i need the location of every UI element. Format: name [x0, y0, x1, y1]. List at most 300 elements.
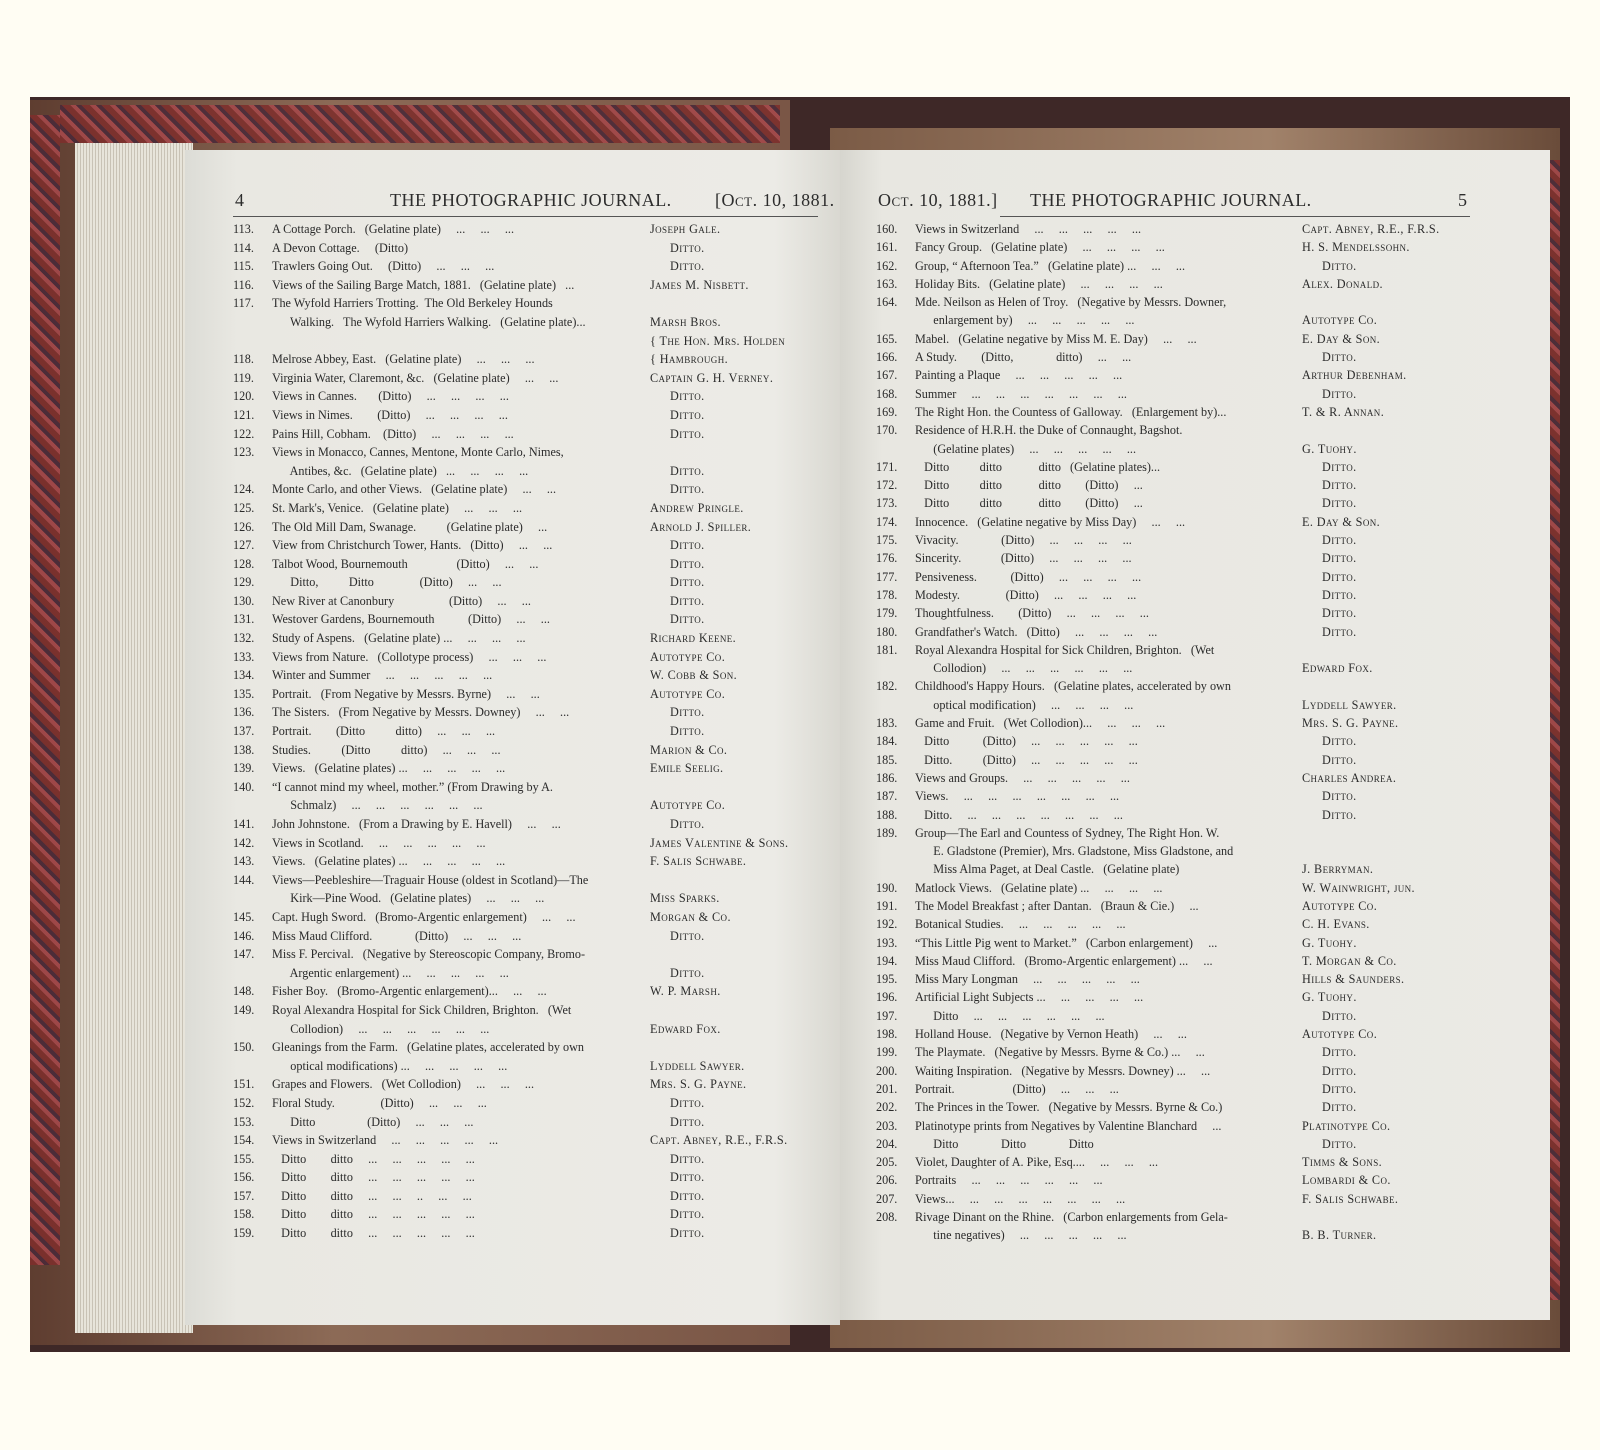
entry-title: Miss Maud Clifford. (Bromo-Argentic enlargement) ... ...	[915, 953, 1213, 968]
entry-title: Kirk—Pine Wood. (Gelatine plates) ... ... ...	[272, 891, 545, 906]
entry-title: Views. (Gelatine plates) ... ... ... ... ...	[272, 854, 506, 869]
catalogue-entry	[233, 1205, 833, 1224]
entry-title: Studies. (Ditto ditto) ... ... ...	[272, 742, 501, 757]
entry-exhibitor: W. Wainwright, jun.	[1302, 880, 1415, 895]
entry-title: A Cottage Porch. (Gelatine plate) ... ... ...	[272, 222, 515, 236]
catalogue-entry	[233, 294, 833, 313]
entry-title: Winter and Summer ... ... ... ... ...	[272, 668, 493, 683]
entry-exhibitor: Autotype Co.	[1302, 898, 1378, 913]
catalogue-entry	[876, 806, 1536, 824]
entry-number: 181.	[876, 642, 898, 657]
entry-title: Grapes and Flowers. (Wet Collodion) ... ... ...	[272, 1077, 535, 1092]
entry-exhibitor: E. Day & Son.	[1302, 331, 1381, 346]
catalogue-entry	[876, 1080, 1536, 1098]
entry-exhibitor: F. Salis Schwabe.	[1302, 1191, 1399, 1206]
catalogue-entry	[233, 536, 833, 555]
catalogue-entry	[233, 610, 833, 629]
entry-title: Ditto (Ditto) ... ... ... ... ...	[915, 734, 1138, 749]
catalogue-entry	[233, 982, 833, 1001]
page-date: [Oct. 10, 1881.	[715, 190, 835, 210]
catalogue-entry	[233, 499, 833, 518]
entry-exhibitor: Ditto.	[1322, 1063, 1357, 1078]
entry-title: A Devon Cottage. (Ditto)	[272, 240, 409, 255]
right-page	[840, 150, 1550, 1320]
entry-number: 121.	[233, 407, 255, 422]
entry-number: 154.	[233, 1133, 255, 1148]
entry-exhibitor: Ditto.	[670, 705, 705, 720]
entry-exhibitor: Ditto.	[1322, 624, 1357, 639]
entry-exhibitor: Ditto.	[1322, 1081, 1357, 1096]
entry-title: Mabel. (Gelatine negative by Miss M. E. Day) ... ...	[915, 331, 1197, 346]
entry-number: 184.	[876, 734, 898, 749]
catalogue-entry	[876, 751, 1536, 769]
entry-title: New River at Canonbury (Ditto) ... ...	[272, 593, 531, 608]
entry-title: Ditto ... ... ... ... ... ...	[915, 1008, 1105, 1023]
entry-number: 132.	[233, 631, 255, 646]
entry-exhibitor: Ditto.	[1322, 789, 1357, 804]
catalogue-entry	[876, 385, 1536, 403]
catalogue-entry	[876, 549, 1536, 567]
entry-number: 179.	[876, 606, 898, 621]
entry-exhibitor: G. Tuohy.	[1302, 990, 1357, 1005]
entry-number: 192.	[876, 917, 898, 932]
catalogue-entry	[876, 988, 1536, 1006]
entry-exhibitor: Ditto.	[670, 463, 705, 478]
entry-title: Holiday Bits. (Gelatine plate) ... ... ... ...	[915, 276, 1163, 291]
entry-title: Rivage Dinant on the Rhine. (Carbon enlargements from Gela-	[915, 1210, 1228, 1225]
entry-number: 137.	[233, 724, 255, 739]
catalogue-entry	[876, 458, 1536, 476]
entry-title: Ditto (Ditto) ... ... ...	[272, 1114, 474, 1129]
entry-exhibitor: Ditto.	[1322, 350, 1357, 365]
page-number: 5	[1458, 190, 1468, 210]
header-rule	[233, 216, 818, 217]
entry-number: 173.	[876, 496, 898, 511]
entry-exhibitor: Ditto.	[1322, 258, 1357, 273]
entry-number: 144.	[233, 872, 255, 887]
entry-number: 136.	[233, 705, 255, 720]
catalogue-entry	[233, 462, 833, 481]
catalogue-entry	[876, 623, 1536, 641]
catalogue-entry	[233, 276, 833, 295]
entry-number: 114.	[233, 240, 254, 255]
entry-title: Portrait. (Ditto ditto) ... ... ...	[272, 724, 496, 739]
entry-title: Ditto ditto ... ... ... ... ...	[272, 1170, 475, 1185]
catalogue-entry	[233, 239, 833, 258]
catalogue-entry	[876, 257, 1536, 275]
catalogue-entry	[876, 1171, 1536, 1189]
entry-number: 163.	[876, 276, 898, 291]
catalogue-entry	[876, 641, 1536, 659]
entry-number: 125.	[233, 500, 255, 515]
entry-title: Miss F. Percival. (Negative by Stereoscopic Company, Bromo-	[272, 947, 586, 962]
catalogue-entry	[233, 871, 833, 890]
entry-title: Gleanings from the Farm. (Gelatine plates, accelerated by own	[272, 1040, 585, 1055]
entry-title: Modesty. (Ditto) ... ... ... ...	[915, 587, 1137, 602]
entry-exhibitor: Ditto.	[1322, 459, 1357, 474]
entry-exhibitor: Ditto.	[670, 407, 705, 422]
entry-title: A Study. (Ditto, ditto) ... ...	[915, 350, 1132, 365]
entry-number: 203.	[876, 1118, 898, 1133]
entry-exhibitor: Ditto.	[1322, 386, 1357, 401]
entry-exhibitor: Hills & Saunders.	[1302, 972, 1405, 987]
entry-number: 190.	[876, 880, 898, 895]
entry-title: Ditto Ditto Ditto	[915, 1136, 1094, 1151]
entry-exhibitor: Ditto.	[670, 817, 705, 831]
catalogue-entry	[876, 531, 1536, 549]
catalogue-entry	[233, 722, 833, 741]
entry-exhibitor: Ditto.	[1322, 496, 1357, 511]
entry-number: 131.	[233, 612, 255, 627]
entry-number: 177.	[876, 569, 898, 584]
catalogue-entry	[876, 677, 1536, 695]
entry-list	[233, 220, 833, 1243]
entry-title: Ditto ditto ... ... ... ... ...	[272, 1226, 475, 1241]
entry-title: Pains Hill, Cobham. (Ditto) ... ... ... ...	[272, 426, 514, 441]
entry-title: The Old Mill Dam, Swanage. (Gelatine plate) ...	[272, 519, 548, 534]
entry-title: Ditto ditto ditto (Gelatine plates)...	[915, 459, 1161, 474]
entry-title: Royal Alexandra Hospital for Sick Children, Brighton. (Wet	[915, 642, 1215, 657]
entry-title: Schmalz) ... ... ... ... ... ...	[272, 798, 483, 813]
entry-number: 139.	[233, 761, 255, 776]
entry-title: Views in Scotland. ... ... ... ... ...	[272, 835, 486, 850]
entry-number: 118.	[233, 352, 254, 367]
catalogue-entry	[233, 1038, 833, 1057]
entry-title: Artificial Light Subjects ... ... ... ... ...	[915, 990, 1144, 1005]
entry-number: 180.	[876, 624, 898, 639]
catalogue-entry	[876, 311, 1536, 329]
catalogue-entry	[876, 1007, 1536, 1025]
marbled-top-edge	[60, 105, 780, 143]
catalogue-entry	[876, 915, 1536, 933]
entry-title: “I cannot mind my wheel, mother.” (From Drawing by A.	[272, 779, 553, 794]
entry-title: “This Little Pig went to Market.” (Carbon enlargement) ...	[915, 935, 1218, 950]
entry-title: Miss Mary Longman ... ... ... ... ...	[915, 972, 1140, 987]
entry-title: E. Gladstone (Premier), Mrs. Gladstone, Miss Gladstone, and	[915, 844, 1234, 859]
catalogue-entry	[233, 518, 833, 537]
entry-exhibitor: { Hambrough.	[650, 352, 729, 367]
entry-exhibitor: Lombardi & Co.	[1302, 1173, 1391, 1188]
entry-exhibitor: Andrew Pringle.	[650, 500, 744, 515]
entry-number: 161.	[876, 240, 898, 255]
catalogue-entry	[233, 1131, 833, 1150]
entry-exhibitor: C. H. Evans.	[1302, 917, 1370, 932]
entry-title: Views and Groups. ... ... ... ... ...	[915, 770, 1130, 785]
entry-exhibitor: Ditto.	[670, 575, 705, 590]
catalogue-entry	[876, 1135, 1536, 1153]
entry-title: Floral Study. (Ditto) ... ... ...	[272, 1095, 487, 1110]
entry-title: Walking. The Wyfold Harriers Walking. (Gelatine plate)...	[272, 314, 586, 329]
entry-exhibitor: Ditto.	[670, 538, 705, 553]
entry-exhibitor: Ditto.	[1322, 533, 1357, 548]
entry-number: 207.	[876, 1191, 898, 1206]
catalogue-entry	[876, 659, 1536, 677]
entry-title: Ditto ditto ... ... ... ... ...	[272, 1151, 475, 1166]
entry-exhibitor: Ditto.	[670, 482, 705, 497]
entry-title: Botanical Studies. ... ... ... ... ...	[915, 917, 1126, 932]
entry-title: Views in Switzerland ... ... ... ... ...	[272, 1133, 499, 1148]
entry-number: 129.	[233, 575, 255, 590]
entry-number: 182.	[876, 679, 898, 694]
entry-title: Group—The Earl and Countess of Sydney, The Right Hon. W.	[915, 825, 1220, 840]
catalogue-entry	[876, 440, 1536, 458]
catalogue-entry	[876, 348, 1536, 366]
entry-title: Views. (Gelatine plates) ... ... ... ... ...	[272, 761, 506, 776]
entry-number: 162.	[876, 258, 898, 273]
entry-exhibitor: { The Hon. Mrs. Holden	[650, 333, 786, 348]
entry-exhibitor: Ditto.	[1322, 569, 1357, 584]
entry-title: Views in Monacco, Cannes, Mentone, Monte Carlo, Nimes,	[272, 445, 564, 460]
entry-exhibitor: Mrs. S. G. Payne.	[1302, 716, 1399, 731]
catalogue-entry	[876, 366, 1536, 384]
entry-title: Collodion) ... ... ... ... ... ...	[915, 661, 1133, 676]
entry-title: Melrose Abbey, East. (Gelatine plate) ... ... ...	[272, 352, 535, 367]
catalogue-entry	[876, 513, 1536, 531]
entry-exhibitor: F. Salis Schwabe.	[650, 854, 747, 869]
entry-exhibitor: W. P. Marsh.	[650, 984, 721, 999]
entry-title: Ditto. ... ... ... ... ... ... ...	[915, 807, 1123, 822]
catalogue-entry	[233, 648, 833, 667]
entry-title: Miss Alma Paget, at Deal Castle. (Gelatine plate)	[915, 862, 1180, 877]
entry-number: 175.	[876, 533, 898, 548]
running-title: THE PHOTOGRAPHIC JOURNAL.	[1030, 190, 1312, 210]
entry-title: Portraits ... ... ... ... ... ...	[915, 1173, 1103, 1188]
entry-exhibitor: T. & R. Annan.	[1302, 404, 1385, 419]
entry-title: The Playmate. (Negative by Messrs. Byrne & Co.) ... ...	[915, 1045, 1205, 1060]
entry-number: 116.	[233, 277, 254, 292]
catalogue-entry	[876, 769, 1536, 787]
entry-number: 174.	[876, 514, 898, 529]
entry-number: 160.	[876, 222, 898, 236]
entry-title: Views. ... ... ... ... ... ... ...	[915, 789, 1120, 804]
entry-number: 183.	[876, 716, 898, 731]
entry-number: 204.	[876, 1136, 898, 1151]
entry-title: Thoughtfulness. (Ditto) ... ... ... ...	[915, 606, 1149, 621]
entry-number: 176.	[876, 551, 898, 566]
entry-exhibitor: Ditto.	[670, 1188, 705, 1203]
entry-number: 150.	[233, 1040, 255, 1055]
entry-title: enlargement by) ... ... ... ... ...	[915, 313, 1135, 328]
entry-exhibitor: Ditto.	[1322, 807, 1357, 822]
entry-title: optical modifications) ... ... ... ... ...	[272, 1058, 508, 1073]
entry-title: Virginia Water, Claremont, &c. (Gelatine plate) ... ...	[272, 370, 559, 385]
marbled-endpaper-left	[30, 115, 60, 1265]
entry-exhibitor: Autotype Co.	[650, 649, 726, 664]
entry-number: 200.	[876, 1063, 898, 1078]
entry-exhibitor: Ditto.	[670, 965, 705, 980]
entry-number: 115.	[233, 259, 254, 274]
entry-number: 148.	[233, 984, 255, 999]
catalogue-entry	[876, 897, 1536, 915]
catalogue-entry	[876, 879, 1536, 897]
entry-number: 156.	[233, 1170, 255, 1185]
catalogue-entry	[233, 332, 833, 351]
catalogue-entry	[876, 238, 1536, 256]
entry-title: View from Christchurch Tower, Hants. (Ditto) ... ...	[272, 538, 553, 553]
entry-number: 159.	[233, 1226, 255, 1241]
catalogue-entry	[233, 945, 833, 964]
entry-exhibitor: J. Berryman.	[1302, 862, 1374, 877]
entry-exhibitor: T. Morgan & Co.	[1302, 953, 1397, 968]
entry-number: 113.	[233, 222, 254, 236]
catalogue-entry	[876, 1190, 1536, 1208]
entry-title: Westover Gardens, Bournemouth (Ditto) ... ...	[272, 612, 550, 627]
catalogue-entry	[233, 666, 833, 685]
entry-title: Monte Carlo, and other Views. (Gelatine plate) ... ...	[272, 482, 557, 497]
catalogue-entry	[233, 1094, 833, 1113]
catalogue-entry	[876, 330, 1536, 348]
entry-title: Violet, Daughter of A. Pike, Esq.... ... ... ...	[915, 1155, 1158, 1170]
entry-exhibitor: B. B. Turner.	[1302, 1228, 1377, 1243]
entry-exhibitor: Ditto.	[670, 1226, 705, 1241]
entry-exhibitor: Ditto.	[670, 593, 705, 608]
entry-title: Ditto ditto ... ... ... ... ...	[272, 1207, 475, 1222]
entry-number: 127.	[233, 538, 255, 553]
entry-number: 164.	[876, 295, 898, 310]
catalogue-entry	[233, 1020, 833, 1039]
entry-title: Views in Switzerland ... ... ... ... ...	[915, 222, 1142, 236]
entry-number: 168.	[876, 386, 898, 401]
catalogue-entry	[876, 568, 1536, 586]
catalogue-entry	[233, 908, 833, 927]
catalogue-entry	[233, 796, 833, 815]
entry-exhibitor: Ditto.	[1322, 752, 1357, 767]
entry-title: The Wyfold Harriers Trotting. The Old Berkeley Hounds	[272, 296, 553, 311]
catalogue-entry	[233, 759, 833, 778]
entry-title: tine negatives) ... ... ... ... ...	[915, 1228, 1127, 1243]
entry-list	[876, 220, 1536, 1245]
catalogue-entry	[233, 425, 833, 444]
entry-number: 188.	[876, 807, 898, 822]
entry-title: Group, “ Afternoon Tea.” (Gelatine plate) ... ... ...	[915, 258, 1186, 273]
catalogue-entry	[876, 1117, 1536, 1135]
entry-number: 169.	[876, 404, 898, 419]
entry-title: The Sisters. (From Negative by Messrs. Downey) ... ...	[272, 705, 570, 720]
catalogue-entry	[233, 629, 833, 648]
entry-number: 153.	[233, 1114, 255, 1129]
catalogue-entry	[876, 403, 1536, 421]
entry-exhibitor: Ditto.	[670, 1151, 705, 1166]
entry-title: Waiting Inspiration. (Negative by Messrs. Downey) ... ...	[915, 1063, 1211, 1078]
entry-title: Mde. Neilson as Helen of Troy. (Negative by Messrs. Downer,	[915, 295, 1227, 310]
catalogue-entry	[876, 293, 1536, 311]
entry-exhibitor: Ditto.	[1322, 587, 1357, 602]
left-page	[185, 150, 840, 1325]
entry-exhibitor: Ditto.	[670, 259, 705, 274]
entry-exhibitor: Ditto.	[670, 389, 705, 404]
entry-exhibitor: Ditto.	[1322, 551, 1357, 566]
entry-title: Ditto. (Ditto) ... ... ... ... ...	[915, 752, 1138, 767]
catalogue-entry	[233, 889, 833, 908]
entry-title: Antibes, &c. (Gelatine plate) ... ... ... ...	[272, 463, 529, 478]
entry-exhibitor: Morgan & Co.	[650, 909, 731, 924]
catalogue-entry	[233, 220, 833, 239]
entry-title: Study of Aspens. (Gelatine plate) ... ... ... ...	[272, 631, 526, 646]
entry-number: 133.	[233, 649, 255, 664]
header-rule	[1000, 216, 1470, 217]
entry-exhibitor: E. Day & Son.	[1302, 514, 1381, 529]
entry-exhibitor: W. Cobb & Son.	[650, 668, 738, 683]
entry-exhibitor: Miss Sparks.	[650, 891, 720, 906]
entry-title: Ditto ditto ditto (Ditto) ...	[915, 478, 1143, 493]
entry-number: 202.	[876, 1100, 898, 1115]
entry-number: 157.	[233, 1188, 255, 1203]
entry-number: 158.	[233, 1207, 255, 1222]
catalogue-entry	[233, 927, 833, 946]
catalogue-entry	[876, 787, 1536, 805]
catalogue-entry	[233, 480, 833, 499]
catalogue-entry	[876, 1226, 1536, 1244]
entry-number: 170.	[876, 423, 898, 438]
entry-title: Painting a Plaque ... ... ... ... ...	[915, 368, 1123, 383]
catalogue-entry	[876, 952, 1536, 970]
catalogue-entry	[233, 443, 833, 462]
entry-title: Views in Nimes. (Ditto) ... ... ... ...	[272, 407, 508, 422]
catalogue-entry	[233, 387, 833, 406]
entry-exhibitor: Ditto.	[1322, 606, 1357, 621]
entry-exhibitor: Charles Andrea.	[1302, 770, 1397, 785]
entry-exhibitor: Capt. Abney, R.E., F.R.S.	[650, 1133, 788, 1148]
catalogue-entry	[233, 815, 833, 834]
entry-title: Talbot Wood, Bournemouth (Ditto) ... ...	[272, 556, 539, 571]
entry-number: 142.	[233, 835, 255, 850]
entry-number: 193.	[876, 935, 898, 950]
entry-exhibitor: James Valentine & Sons.	[650, 835, 789, 850]
entry-title: Matlock Views. (Gelatine plate) ... ... ... ...	[915, 880, 1163, 895]
catalogue-entry	[876, 696, 1536, 714]
entry-title: Views in Cannes. (Ditto) ... ... ... ...	[272, 389, 509, 404]
entry-title: Collodion) ... ... ... ... ... ...	[272, 1021, 490, 1036]
page-date: Oct. 10, 1881.]	[878, 190, 998, 210]
entry-number: 123.	[233, 445, 255, 460]
entry-number: 124.	[233, 482, 255, 497]
entry-number: 205.	[876, 1155, 898, 1170]
catalogue-entry	[233, 1224, 833, 1243]
entry-number: 138.	[233, 742, 255, 757]
entry-title: Argentic enlargement) ... ... ... ... ...	[272, 965, 509, 980]
entry-exhibitor: Ditto.	[670, 240, 705, 255]
catalogue-entry	[876, 842, 1536, 860]
entry-number: 152.	[233, 1095, 255, 1110]
entry-number: 130.	[233, 593, 255, 608]
entry-title: Vivacity. (Ditto) ... ... ... ...	[915, 533, 1132, 548]
catalogue-entry	[876, 1043, 1536, 1061]
entry-exhibitor: Arnold J. Spiller.	[650, 519, 752, 534]
entry-exhibitor: Ditto.	[1322, 1136, 1357, 1151]
entry-exhibitor: Emile Seelig.	[650, 761, 724, 776]
entry-title: The Princes in the Tower. (Negative by Messrs. Byrne & Co.)	[915, 1100, 1223, 1115]
catalogue-entry	[233, 1168, 833, 1187]
entry-number: 189.	[876, 825, 898, 840]
entry-exhibitor: Autotype Co.	[1302, 1027, 1378, 1042]
catalogue-entry	[233, 1187, 833, 1206]
entry-title: Innocence. (Gelatine negative by Miss Day) ... ...	[915, 514, 1186, 529]
catalogue-entry	[876, 934, 1536, 952]
catalogue-entry	[876, 1208, 1536, 1226]
entry-exhibitor: Ditto.	[1322, 1008, 1357, 1023]
entry-exhibitor: Ditto.	[670, 426, 705, 441]
entry-exhibitor: Arthur Debenham.	[1302, 368, 1407, 383]
entry-exhibitor: Ditto.	[1322, 1100, 1357, 1115]
catalogue-entry	[876, 970, 1536, 988]
catalogue-entry	[876, 714, 1536, 732]
entry-number: 140.	[233, 779, 255, 794]
entry-exhibitor: Ditto.	[1322, 1045, 1357, 1060]
entry-title: Childhood's Happy Hours. (Gelatine plates, accelerated by own	[915, 679, 1231, 694]
entry-title: Views—Peebleshire—Traguair House (oldest in Scotland)—The	[272, 872, 589, 887]
entry-exhibitor: Richard Keene.	[650, 631, 737, 646]
entry-exhibitor: Ditto.	[670, 556, 705, 571]
